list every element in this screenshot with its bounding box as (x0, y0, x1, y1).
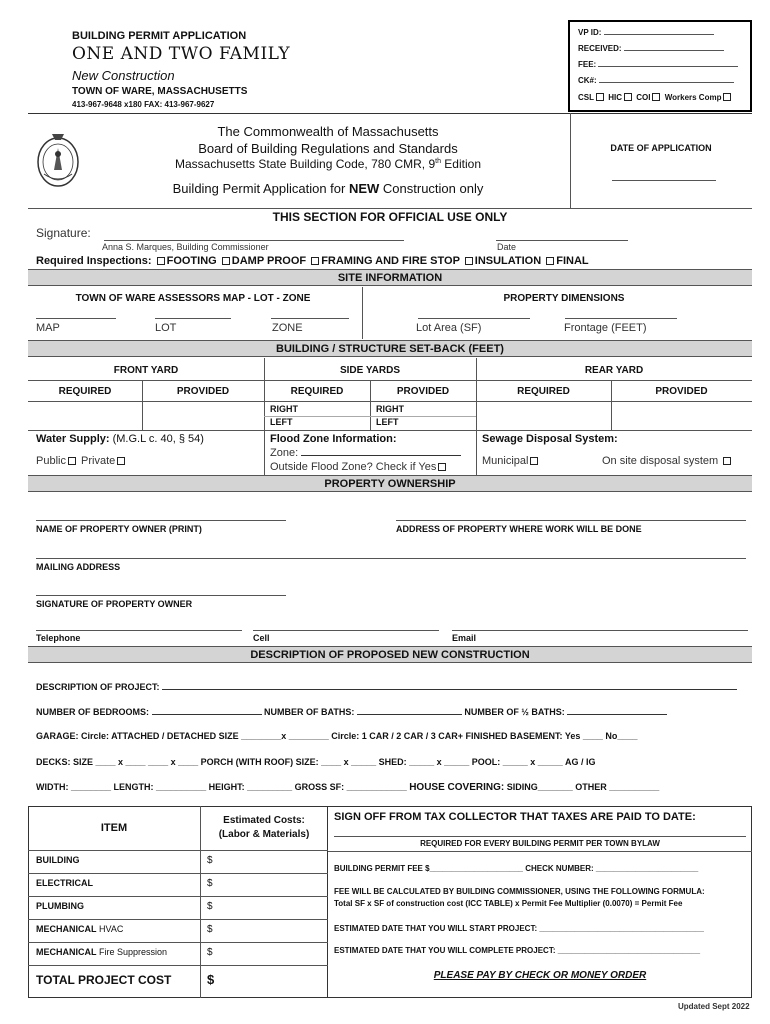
frontage-field[interactable] (565, 318, 677, 319)
municipal-sewage-checkbox[interactable] (530, 457, 538, 465)
tax-signoff-field[interactable] (334, 836, 746, 837)
work-address-field[interactable] (396, 520, 746, 521)
front-provided-label: PROVIDED (176, 386, 230, 397)
state-seal-icon (34, 130, 82, 188)
cost-building-field[interactable]: $ (207, 855, 213, 866)
side-provided-left: LEFT (376, 417, 399, 427)
cost-item-hvac: MECHANICAL HVAC (36, 924, 124, 934)
work-address-label: ADDRESS OF PROPERTY WHERE WORK WILL BE DONE (396, 524, 642, 534)
side-required-right: RIGHT (270, 404, 298, 414)
commissioner-name: Anna S. Marques, Building Commissioner (102, 242, 269, 252)
rear-yard-label: REAR YARD (584, 365, 644, 376)
cell-label: Cell (253, 633, 270, 643)
office-use-box (568, 20, 752, 112)
description-header: DESCRIPTION OF PROPOSED NEW CONSTRUCTION (28, 646, 752, 663)
complete-date-row: ESTIMATED DATE THAT YOU WILL COMPLETE PROJECT: ________________________________ (334, 946, 701, 955)
cost-item-building: BUILDING (36, 855, 80, 865)
lot-area-field[interactable] (418, 318, 530, 319)
frontage-label: Frontage (FEET) (564, 322, 647, 334)
front-yard-label: FRONT YARD (113, 365, 179, 376)
project-description-row: DESCRIPTION OF PROJECT: (36, 682, 737, 692)
commissioner-signature-field[interactable] (104, 240, 404, 241)
cost-item-fire: MECHANICAL Fire Suppression (36, 947, 168, 957)
damp-proof-checkbox[interactable] (222, 257, 230, 265)
sewage-label: Sewage Disposal System: (482, 433, 618, 445)
side-yards-label: SIDE YARDS (339, 365, 401, 376)
onsite-sewage-checkbox[interactable] (723, 457, 731, 465)
commonwealth-line-3: Massachusetts State Building Code, 780 CMR, 9th Edition (174, 157, 481, 171)
form-subtitle: ONE AND TWO FAMILY (72, 44, 291, 64)
vpid-label: VP ID: (578, 28, 602, 37)
framing-checkbox[interactable] (311, 257, 319, 265)
commissioner-date-label: Date (497, 242, 517, 252)
decks-row: DECKS: SIZE ____ x ____ ____ x ____ PORCH (WITH ROOF) SIZE: ____ x _____ SHED: _____ x _____ POOL: _____ x _____ AG / IG (36, 757, 596, 767)
water-supply-label: Water Supply: (M.G.L c. 40, § 54) (36, 433, 204, 445)
estimated-costs-sub: (Labor & Materials) (218, 829, 310, 840)
mailing-address-field[interactable] (36, 558, 746, 559)
map-label: MAP (36, 322, 60, 334)
date-of-application-field[interactable] (612, 180, 716, 181)
form-subtitle-2: New Construction (72, 68, 175, 83)
wc-checkbox[interactable] (723, 93, 731, 101)
fee-formula-line-2: Total SF x SF of construction cost (ICC TABLE) x Permit Fee Multiplier (0.0070) = Permit Fee (334, 899, 683, 908)
wc-label: Workers Comp (664, 93, 722, 102)
zone-field[interactable] (271, 318, 349, 319)
required-inspections: Required Inspections: FOOTING DAMP PROOF FRAMING AND FIRE STOP INSULATION FINAL (36, 255, 589, 267)
side-required-left: LEFT (270, 417, 293, 427)
cost-plumbing-field[interactable]: $ (207, 901, 213, 912)
email-field[interactable] (452, 630, 748, 631)
signature-label: Signature: (36, 226, 91, 240)
private-water-checkbox[interactable] (117, 457, 125, 465)
water-options: Public Private (36, 455, 127, 467)
commissioner-date-field[interactable] (496, 240, 628, 241)
sewage-onsite: On site disposal system (602, 455, 733, 467)
setback-header: BUILDING / STRUCTURE SET-BACK (FEET) (28, 340, 752, 357)
owner-name-label: NAME OF PROPERTY OWNER (PRINT) (36, 524, 202, 534)
cost-item-plumbing: PLUMBING (36, 901, 84, 911)
lot-field[interactable] (155, 318, 231, 319)
map-field[interactable] (36, 318, 116, 319)
side-provided-right: RIGHT (376, 404, 404, 414)
property-ownership-header: PROPERTY OWNERSHIP (28, 475, 752, 492)
property-dimensions-label: PROPERTY DIMENSIONS (503, 293, 625, 304)
fee-label: FEE: (578, 60, 597, 69)
coi-checkbox[interactable] (652, 93, 660, 101)
updated-date: Updated Sept 2022 (678, 1002, 750, 1011)
footing-checkbox[interactable] (157, 257, 165, 265)
bylaw-note: REQUIRED FOR EVERY BUILDING PERMIT PER TOWN BYLAW (420, 839, 660, 848)
site-information-header: SITE INFORMATION (28, 269, 752, 286)
total-cost-field[interactable]: $ (207, 972, 215, 987)
contact-numbers: 413-967-9648 x180 FAX: 413-967-9627 (72, 100, 215, 109)
official-use-title: THIS SECTION FOR OFFICIAL USE ONLY (272, 210, 508, 224)
commonwealth-line-4: Building Permit Application for NEW Construction only (172, 181, 484, 196)
lot-area-label: Lot Area (SF) (416, 322, 482, 334)
total-cost-label: TOTAL PROJECT COST (36, 973, 172, 987)
telephone-label: Telephone (36, 633, 81, 643)
commonwealth-line-2: Board of Building Regulations and Standards (198, 141, 458, 156)
flood-zone-label: Flood Zone Information: (270, 433, 397, 445)
ck-label: CK#: (578, 76, 597, 85)
form-title: BUILDING PERMIT APPLICATION (72, 30, 247, 42)
side-provided-label: PROVIDED (396, 386, 450, 397)
cell-field[interactable] (253, 630, 439, 631)
tax-signoff-title: SIGN OFF FROM TAX COLLECTOR THAT TAXES ARE PAID TO DATE: (334, 811, 696, 823)
email-label: Email (452, 633, 477, 643)
date-of-application-label: DATE OF APPLICATION (610, 143, 712, 153)
final-checkbox[interactable] (546, 257, 554, 265)
side-required-label: REQUIRED (290, 386, 344, 397)
hic-label: HIC (608, 93, 623, 102)
cost-electrical-field[interactable]: $ (207, 878, 213, 889)
outside-flood-zone: Outside Flood Zone? Check if Yes (270, 461, 448, 473)
payment-note: PLEASE PAY BY CHECK OR MONEY ORDER (433, 970, 647, 981)
owner-signature-field[interactable] (36, 595, 286, 596)
start-date-row: ESTIMATED DATE THAT YOU WILL START PROJECT: _____________________________________ (334, 924, 704, 933)
assessors-label: TOWN OF WARE ASSESSORS MAP - LOT - ZONE (75, 293, 311, 304)
sewage-municipal: Municipal (482, 455, 540, 467)
telephone-field[interactable] (36, 630, 242, 631)
csl-label: CSL (578, 93, 594, 102)
front-required-label: REQUIRED (58, 386, 112, 397)
coi-label: COI (636, 93, 651, 102)
dimensions-row: WIDTH: ________ LENGTH: __________ HEIGHT: _________ GROSS SF: ____________ HOUSE COVERING: SIDING_______ OTHER __________ (36, 782, 660, 793)
flood-zone-field: Zone: (270, 447, 461, 459)
hic-checkbox[interactable] (624, 93, 632, 101)
public-water-checkbox[interactable] (68, 457, 76, 465)
rear-provided-label: PROVIDED (655, 386, 708, 397)
csl-checkbox[interactable] (596, 93, 604, 101)
town-name: TOWN OF WARE, MASSACHUSETTS (72, 86, 248, 97)
received-label: RECEIVED: (578, 44, 622, 53)
garage-row: GARAGE: Circle: ATTACHED / DETACHED SIZE ________x ________ Circle: 1 CAR / 2 CAR / 3 CAR+ FINISHED BASEMENT: Yes ____ No____ (36, 731, 638, 741)
commonwealth-line-1: The Commonwealth of Massachusetts (217, 124, 439, 139)
insulation-checkbox[interactable] (465, 257, 473, 265)
fee-formula-line-1: FEE WILL BE CALCULATED BY BUILDING COMMISSIONER, USING THE FOLLOWING FORMULA: (334, 887, 705, 896)
rear-required-label: REQUIRED (517, 386, 570, 397)
lot-label: LOT (155, 322, 177, 334)
cost-fire-field[interactable]: $ (207, 947, 213, 958)
owner-name-field[interactable] (36, 520, 286, 521)
estimated-costs-header: Estimated Costs: (223, 815, 305, 826)
cost-item-electrical: ELECTRICAL (36, 878, 93, 888)
owner-signature-label: SIGNATURE OF PROPERTY OWNER (36, 599, 193, 609)
zone-label: ZONE (272, 322, 303, 334)
rooms-row: NUMBER OF BEDROOMS: NUMBER OF BATHS: NUMBER OF ½ BATHS: (36, 707, 667, 717)
item-header: ITEM (100, 822, 128, 834)
permit-fee-row: BUILDING PERMIT FEE $_____________________ CHECK NUMBER: _______________________ (334, 864, 699, 873)
cost-hvac-field[interactable]: $ (207, 924, 213, 935)
mailing-address-label: MAILING ADDRESS (36, 562, 121, 572)
outside-flood-checkbox[interactable] (438, 463, 446, 471)
